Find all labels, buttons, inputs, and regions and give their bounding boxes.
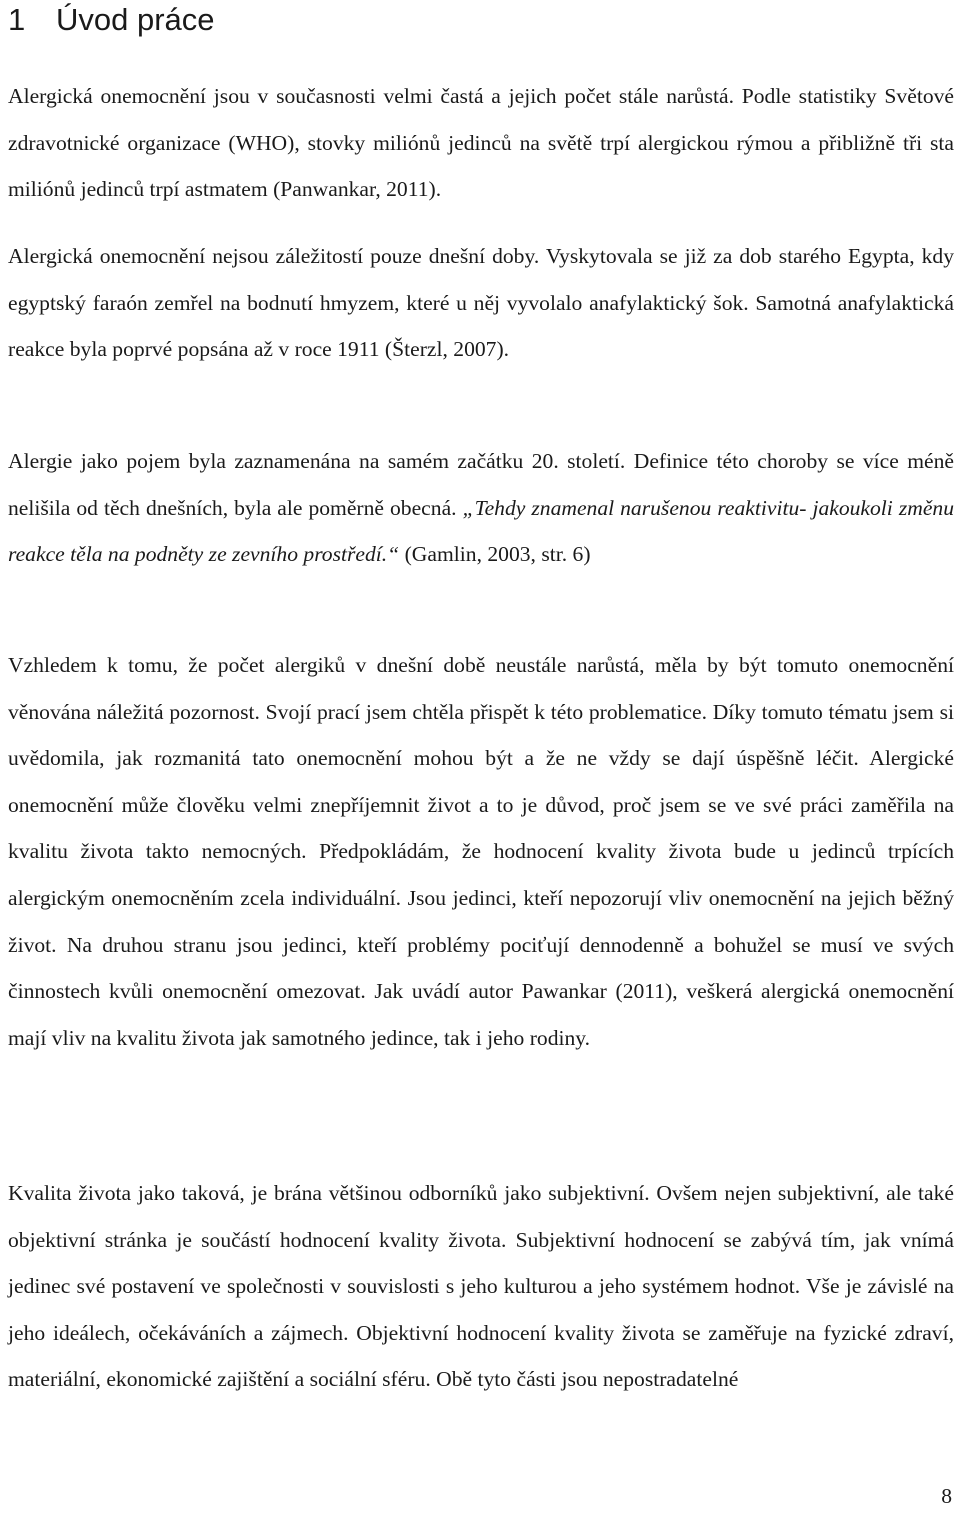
paragraph: Alergická onemocnění nejsou záležitostí pouze dnešní doby. Vyskytovala se již za dob starého Egypta, kdy egyptský faraón zemřel na bodnutí hmyzem, které u něj vyvolalo anafylaktický šok. Samotná anafylaktická reakce byla poprvé popsána až v roce 1911 (Šterzl, 2007). [8,244,954,362]
page-number: 8 [941,1484,952,1508]
paragraph: Alergická onemocnění jsou v současnosti velmi častá a jejich počet stále narůstá. Podle statistiky Světové zdravotnické organizace (WHO), stovky miliónů jedinců na světě trpí alergickou rýmou a přibližně tři sta miliónů jedinců trpí astmatem (Panwankar, 2011). [8,84,954,202]
citation: (Gamlin, 2003, str. 6) [399,542,591,567]
paragraph: Vzhledem k tomu, že počet alergiků v dnešní době neustále narůstá, měla by být tomuto onemocnění věnována náležitá pozornost. Svojí prací jsem chtěla přispět k této problematice. Díky tomuto tématu jsem si uvědomila, jak rozmanitá tato onemocnění mohou být a že ne vždy se dají úspěšně léčit. Alergické onemocnění může člověku velmi znepříjemnit život a to je důvod, proč jsem se ve své práci zaměřila na kvalitu života takto nemocných. Předpokládám, že hodnocení kvality života bude u jedinců trpících alergickým onemocněním zcela individuální. Jsou jedinci, kteří nepozorují vliv onemocnění na jejich běžný život. Na druhou stranu jsou jedinci, kteří problémy pociťují dennodenně a bohužel se musí ve svých činnostech kvůli onemocnění omezovat. Jak uvádí autor Pawankar (2011), veškerá alergická onemocnění mají vliv na kvalitu života jak samotného jedince, tak i jeho rodiny. [8,653,954,1050]
paragraph-text: Alergie jako pojem byla zaznamenána na samém začátku 20. století. Definice této choroby se více méně nelišila od těch dnešních, byla ale poměrně obecná. [8,449,954,520]
italic-quote: „Tehdy znamenal narušenou reaktivitu- jakoukoli změnu reakce těla na podněty ze zevního prostředí.“ [8,495,954,567]
paragraph: Kvalita života jako taková, je brána většinou odborníků jako subjektivní. Ovšem nejen subjektivní, ale také objektivní stránka je součástí hodnocení kvality života. Subjektivní hodnocení se zabývá tím, jak vnímá jedinec své postavení ve společnosti v souvislosti s jeho kulturou a jeho systémem hodnot. Vše je závislé na jeho ideálech, očekáváních a zájmech. Objektivní hodnocení kvality života se zaměřuje na fyzické zdraví, materiální, ekonomické zajištění a sociální sféru. Obě tyto části jsou nepostradatelné [8,1181,954,1392]
chapter-number: 1 [8,2,26,37]
chapter-heading [8,0,215,40]
chapter-title: Úvod práce [56,2,215,37]
paragraph [8,438,954,578]
